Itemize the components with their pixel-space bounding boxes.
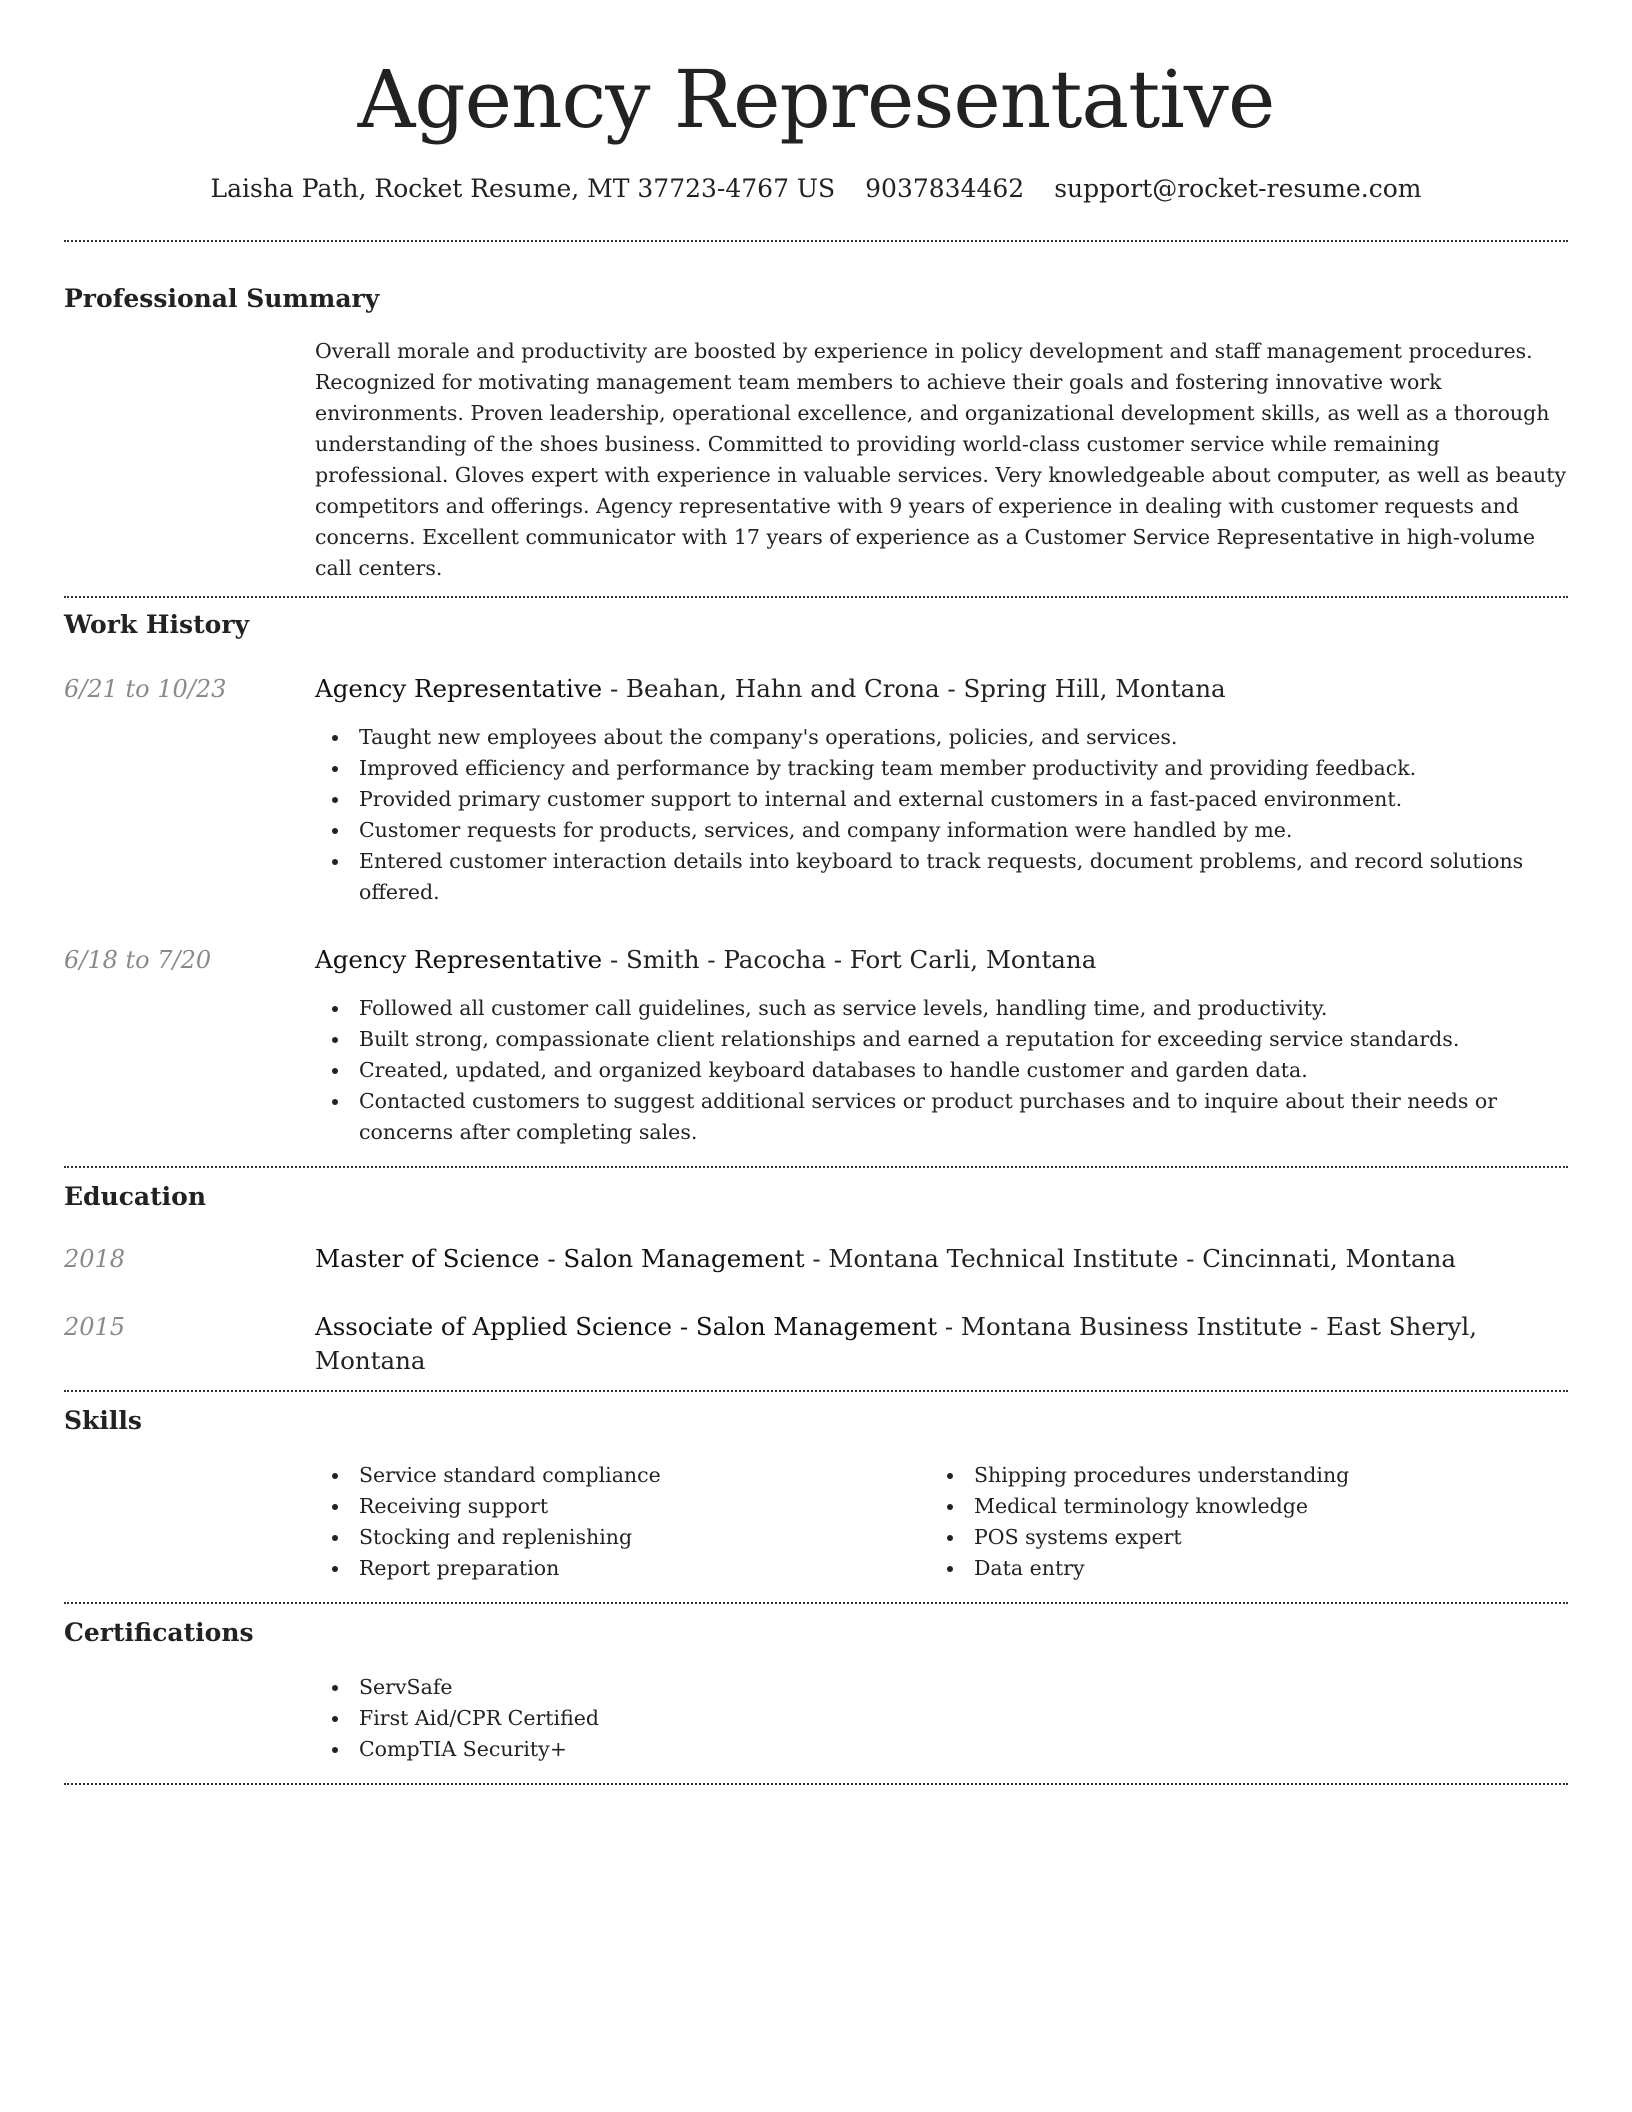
education-heading [315, 1310, 1568, 1378]
job-bullet: Provided primary customer support to internal and external customers in a fast-paced environment. [315, 784, 1568, 815]
job-entry [64, 672, 1568, 706]
job-bullet-list [315, 722, 1568, 908]
job-bullet: Created, updated, and organized keyboard databases to handle customer and garden data. [315, 1055, 1568, 1086]
skill-item: POS systems expert [930, 1522, 1545, 1553]
job-details: - Beahan, Hahn and Crona - Spring Hill, Montana [602, 674, 1226, 703]
divider [64, 240, 1568, 242]
education-degree: Associate of Applied Science - Salon Management [315, 1312, 938, 1341]
divider [64, 1390, 1568, 1392]
contact-line [64, 172, 1568, 206]
skill-item: Receiving support [315, 1491, 930, 1522]
skills-list-right [930, 1460, 1545, 1584]
job-bullet: Customer requests for products, services, and company information were handled by me. [315, 815, 1568, 846]
skill-item: Shipping procedures understanding [930, 1460, 1545, 1491]
job-dates: 6/18 to 7/20 [64, 946, 212, 974]
skills-list-left [315, 1460, 930, 1584]
education-entry [64, 1242, 1568, 1276]
certification-item: First Aid/CPR Certified [315, 1703, 1568, 1734]
education-details: - Montana Business Institute - East Sheryl, Montana [315, 1312, 1478, 1375]
section-heading-education: Education [64, 1182, 207, 1211]
education-details: - Montana Technical Institute - Cincinnati, Montana [804, 1244, 1457, 1273]
job-heading [315, 943, 1096, 977]
education-year: 2018 [64, 1245, 126, 1273]
job-heading [315, 672, 1226, 706]
skill-item: Stocking and replenishing [315, 1522, 930, 1553]
skills-grid [315, 1460, 1568, 1584]
job-entry [64, 943, 1568, 977]
contact-email: support@rocket-resume.com [1054, 174, 1422, 203]
certification-item: CompTIA Security+ [315, 1734, 1568, 1765]
skill-item: Service standard compliance [315, 1460, 930, 1491]
education-degree: Master of Science - Salon Management [315, 1244, 805, 1273]
job-bullet-list [315, 993, 1568, 1148]
section-heading-skills: Skills [64, 1406, 142, 1435]
job-bullet: Taught new employees about the company's operations, policies, and services. [315, 722, 1568, 753]
resume-page [64, 0, 1568, 1785]
certification-item: ServSafe [315, 1672, 1568, 1703]
divider [64, 1602, 1568, 1604]
job-bullet: Built strong, compassionate client relationships and earned a reputation for exceeding service standards. [315, 1024, 1568, 1055]
certifications-list [315, 1672, 1568, 1765]
job-dates: 6/21 to 10/23 [64, 675, 227, 703]
job-role: Agency Representative [315, 674, 603, 703]
divider [64, 1783, 1568, 1785]
divider [64, 596, 1568, 598]
job-bullet: Followed all customer call guidelines, such as service levels, handling time, and productivity. [315, 993, 1568, 1024]
skill-item: Data entry [930, 1553, 1545, 1584]
summary-text: Overall morale and productivity are boosted by experience in policy development and staff management procedures. Recognized for motivating management team members to achieve their goals and fostering innovative work environments. Proven leadership, operational excellence, and organizational development skills, as well as a thorough understanding of the shoes business. Committed to providing world-class customer service while remaining professional. Gloves expert with experience in valuable services. Very knowledgeable about computer, as well as beauty competitors and offerings. Agency representative with 9 years of experience in dealing with customer requests and concerns. Excellent communicator with 17 years of experience as a Customer Service Representative in high-volume call centers. [315, 339, 1567, 580]
job-bullet: Entered customer interaction details into keyboard to track requests, document problems, and record solutions offered. [315, 846, 1568, 908]
job-bullet: Contacted customers to suggest additional services or product purchases and to inquire about their needs or concerns after completing sales. [315, 1086, 1568, 1148]
job-role: Agency Representative [315, 945, 603, 974]
contact-phone: 9037834462 [865, 174, 1025, 203]
skill-item: Report preparation [315, 1553, 930, 1584]
job-bullet: Improved efficiency and performance by tracking team member productivity and providing feedback. [315, 753, 1568, 784]
section-heading-work-history: Work History [64, 610, 250, 639]
education-entry [64, 1310, 1568, 1378]
job-details: - Smith - Pacocha - Fort Carli, Montana [602, 945, 1097, 974]
education-year: 2015 [64, 1313, 126, 1341]
education-heading [315, 1242, 1456, 1276]
contact-address: Laisha Path, Rocket Resume, MT 37723-4767 US [210, 174, 836, 203]
section-heading-summary: Professional Summary [64, 284, 380, 313]
divider [64, 1166, 1568, 1168]
skill-item: Medical terminology knowledge [930, 1491, 1545, 1522]
resume-title: Agency Representative [357, 53, 1275, 146]
section-heading-certifications: Certifications [64, 1618, 254, 1647]
